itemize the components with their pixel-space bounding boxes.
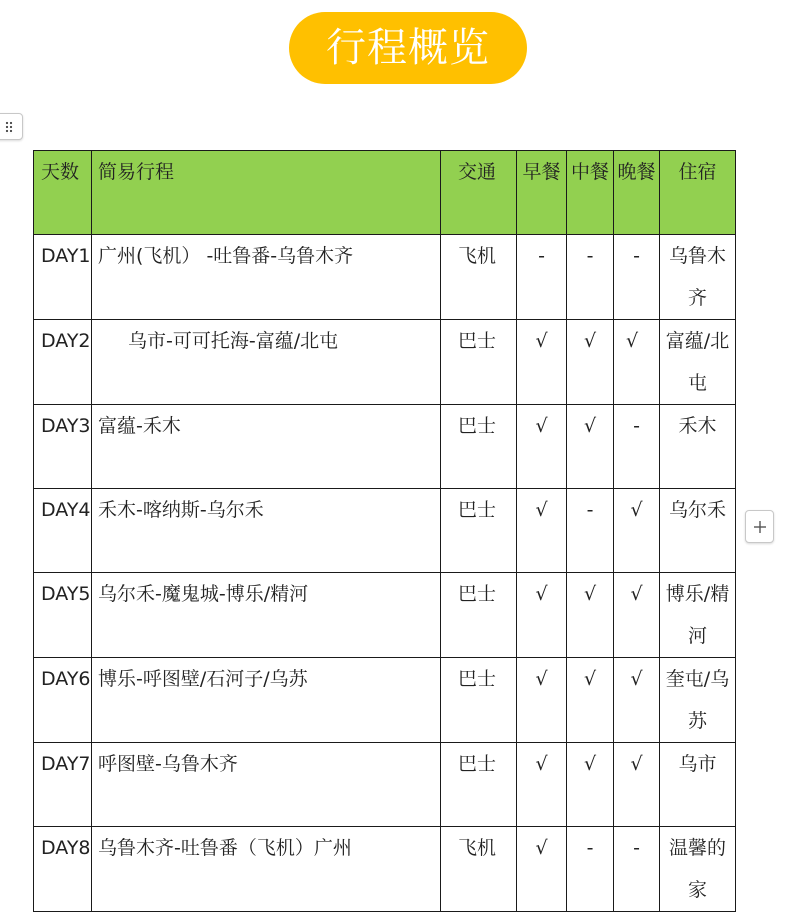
cell-breakfast: - bbox=[517, 235, 567, 320]
cell-route: 乌鲁木齐-吐鲁番（飞机）广州 bbox=[92, 827, 441, 912]
cell-breakfast: √ bbox=[517, 827, 567, 912]
cell-lunch: - bbox=[567, 827, 614, 912]
cell-day: DAY5 bbox=[34, 573, 92, 658]
header-breakfast: 早餐 bbox=[517, 151, 567, 235]
cell-breakfast: √ bbox=[517, 489, 567, 573]
cell-stay: 温馨的家 bbox=[660, 827, 736, 912]
cell-lunch: √ bbox=[567, 658, 614, 743]
cell-transport: 飞机 bbox=[441, 235, 517, 320]
cell-dinner: √ bbox=[614, 489, 660, 573]
header-transport: 交通 bbox=[441, 151, 517, 235]
cell-route: 乌尔禾-魔鬼城-博乐/精河 bbox=[92, 573, 441, 658]
cell-day: DAY3 bbox=[34, 405, 92, 489]
cell-breakfast: √ bbox=[517, 405, 567, 489]
cell-route: 禾木-喀纳斯-乌尔禾 bbox=[92, 489, 441, 573]
cell-breakfast: √ bbox=[517, 320, 567, 405]
cell-breakfast: √ bbox=[517, 573, 567, 658]
cell-transport: 巴士 bbox=[441, 405, 517, 489]
table-drag-handle[interactable] bbox=[0, 113, 23, 140]
cell-dinner: √ bbox=[614, 320, 660, 405]
cell-stay: 禾木 bbox=[660, 405, 736, 489]
cell-dinner: - bbox=[614, 405, 660, 489]
cell-route: 乌市-可可托海-富蕴/北屯 bbox=[92, 320, 441, 405]
table-row bbox=[34, 658, 736, 743]
cell-breakfast: √ bbox=[517, 658, 567, 743]
add-column-button[interactable] bbox=[745, 510, 774, 543]
cell-transport: 巴士 bbox=[441, 743, 517, 827]
cell-route: 呼图壁-乌鲁木齐 bbox=[92, 743, 441, 827]
cell-transport: 飞机 bbox=[441, 827, 517, 912]
cell-day: DAY1 bbox=[34, 235, 92, 320]
cell-stay: 乌鲁木齐 bbox=[660, 235, 736, 320]
cell-dinner: √ bbox=[614, 573, 660, 658]
cell-day: DAY4 bbox=[34, 489, 92, 573]
cell-dinner: - bbox=[614, 827, 660, 912]
cell-transport: 巴士 bbox=[441, 320, 517, 405]
cell-lunch: √ bbox=[567, 743, 614, 827]
table-row bbox=[34, 827, 736, 912]
table-row bbox=[34, 489, 736, 573]
cell-stay: 乌市 bbox=[660, 743, 736, 827]
header-lunch: 中餐 bbox=[567, 151, 614, 235]
table-row bbox=[34, 320, 736, 405]
cell-route: 富蕴-禾木 bbox=[92, 405, 441, 489]
cell-day: DAY2 bbox=[34, 320, 92, 405]
cell-lunch: √ bbox=[567, 573, 614, 658]
cell-day: DAY6 bbox=[34, 658, 92, 743]
cell-stay: 富蕴/北屯 bbox=[660, 320, 736, 405]
table-row bbox=[34, 573, 736, 658]
page-title: 行程概览 bbox=[289, 12, 527, 84]
plus-icon bbox=[753, 520, 767, 534]
cell-dinner: √ bbox=[614, 743, 660, 827]
cell-lunch: - bbox=[567, 235, 614, 320]
table-header-row bbox=[34, 151, 736, 235]
cell-dinner: √ bbox=[614, 658, 660, 743]
table-row bbox=[34, 743, 736, 827]
header-dinner: 晚餐 bbox=[614, 151, 660, 235]
cell-route: 广州(飞机） -吐鲁番-乌鲁木齐 bbox=[92, 235, 441, 320]
cell-route: 博乐-呼图壁/石河子/乌苏 bbox=[92, 658, 441, 743]
table-row bbox=[34, 405, 736, 489]
header-route: 简易行程 bbox=[92, 151, 441, 235]
cell-stay: 奎屯/乌苏 bbox=[660, 658, 736, 743]
cell-stay: 博乐/精河 bbox=[660, 573, 736, 658]
cell-lunch: - bbox=[567, 489, 614, 573]
header-day: 天数 bbox=[34, 151, 92, 235]
cell-lunch: √ bbox=[567, 405, 614, 489]
cell-transport: 巴士 bbox=[441, 489, 517, 573]
grip-dots-icon bbox=[5, 121, 13, 134]
cell-transport: 巴士 bbox=[441, 658, 517, 743]
cell-breakfast: √ bbox=[517, 743, 567, 827]
cell-transport: 巴士 bbox=[441, 573, 517, 658]
cell-stay: 乌尔禾 bbox=[660, 489, 736, 573]
cell-day: DAY8 bbox=[34, 827, 92, 912]
table-row bbox=[34, 235, 736, 320]
cell-dinner: - bbox=[614, 235, 660, 320]
itinerary-table bbox=[33, 150, 736, 912]
cell-lunch: √ bbox=[567, 320, 614, 405]
header-stay: 住宿 bbox=[660, 151, 736, 235]
cell-day: DAY7 bbox=[34, 743, 92, 827]
